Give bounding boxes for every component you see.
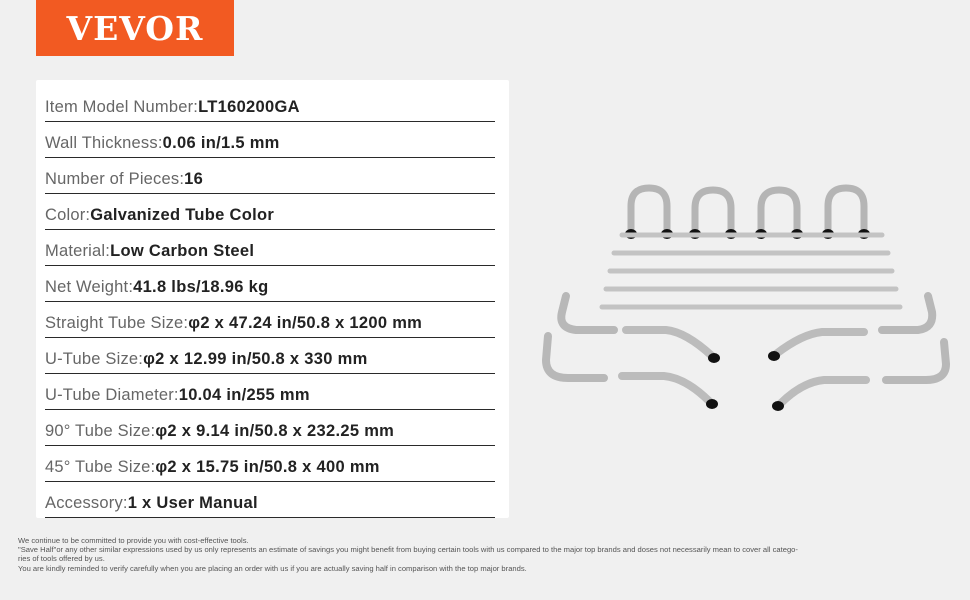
spec-row-net-weight [45,266,495,302]
spec-value: Galvanized Tube Color [90,206,275,224]
spec-row-accessory [45,482,495,518]
exhaust-tube-kit-illustration [536,180,956,420]
spec-value: 16 [184,170,204,188]
spec-row-90-tube [45,410,495,446]
spec-value: φ2 x 47.24 in/50.8 x 1200 mm [188,314,423,332]
spec-row-pieces [45,158,495,194]
spec-label: Material: [45,242,111,260]
spec-label: Accessory: [45,494,128,512]
spec-value: 1 x User Manual [127,494,258,512]
spec-row-material [45,230,495,266]
straight-tubes [602,235,900,307]
spec-label: Straight Tube Size: [45,314,189,332]
spec-label: Number of Pieces: [45,170,185,188]
spec-label: 45° Tube Size: [45,458,156,476]
brand-logo [36,0,234,56]
disclaimer-line: ries of tools offered by us. [18,554,105,564]
45-degree-tubes [622,330,866,404]
spec-label: U-Tube Size: [45,350,144,368]
spec-label: Wall Thickness: [45,134,163,152]
disclaimer-line: We continue to be committed to provide you with cost-effective tools. [18,536,249,545]
spec-label: Item Model Number: [45,98,199,116]
spec-row-model [45,86,495,122]
spec-row-u-tube-size [45,338,495,374]
spec-label: U-Tube Diameter: [45,386,179,404]
spec-label: Color: [45,206,91,224]
spec-value: 10.04 in/255 mm [178,386,310,404]
spec-value: 41.8 lbs/18.96 kg [133,278,269,296]
spec-value: φ2 x 12.99 in/50.8 x 330 mm [143,350,368,368]
spec-row-wall-thickness [45,122,495,158]
spec-label: 90° Tube Size: [45,422,156,440]
spec-row-straight-tube [45,302,495,338]
spec-value: Low Carbon Steel [110,242,255,260]
disclaimer [18,536,948,573]
spec-table [36,80,509,518]
spec-label: Net Weight: [45,278,134,296]
spec-value: φ2 x 9.14 in/50.8 x 232.25 mm [155,422,395,440]
tube-openings [706,351,784,411]
spec-row-45-tube [45,446,495,482]
disclaimer-line: You are kindly reminded to verify carefully when you are placing an order with us if you are actually saving half in comparison with the top major brands. [18,563,527,573]
u-tubes [631,188,864,234]
spec-row-color [45,194,495,230]
disclaimer-line: "Save Half"or any other similar expressions used by us only represents an estimate of savings you might benefit from buying certain tools with us compared to the major top brands and doses not necessarily mean to cover all catego- [18,545,798,555]
spec-value: 0.06 in/1.5 mm [162,134,280,152]
spec-value: LT160200GA [198,98,300,116]
spec-row-u-tube-diameter [45,374,495,410]
brand-name: VEVOR [66,8,204,48]
spec-value: φ2 x 15.75 in/50.8 x 400 mm [155,458,380,476]
